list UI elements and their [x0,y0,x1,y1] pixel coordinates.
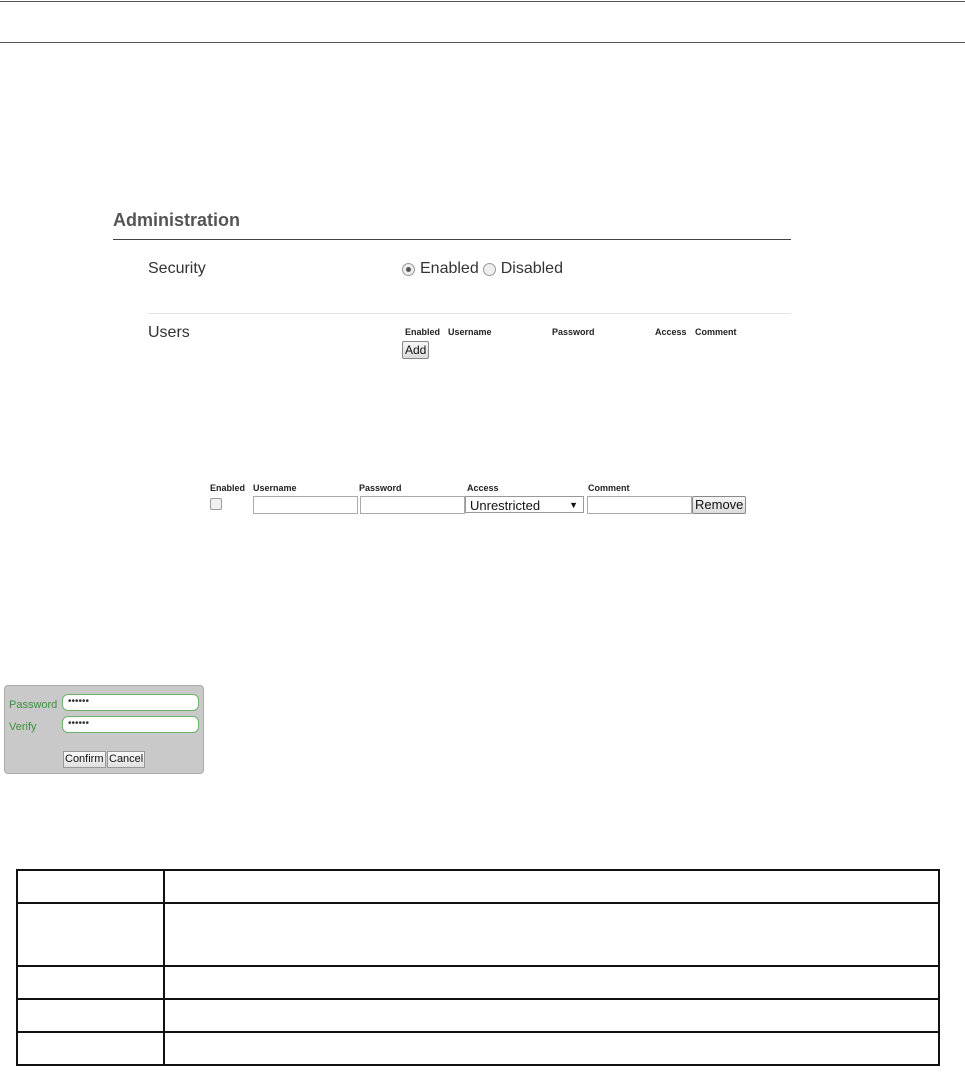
table-row [17,966,939,999]
username-input[interactable] [253,496,358,514]
users-column-access: Access [655,327,687,337]
access-select[interactable] [465,496,584,513]
table-row [17,1032,939,1065]
table-cell [17,999,164,1032]
table-row [17,999,939,1032]
users-column-password: Password [552,327,595,337]
administration-heading: Administration [113,210,241,230]
row-column-enabled: Enabled [210,483,246,493]
dropdown-arrow-icon: ▼ [569,500,578,510]
comment-input[interactable] [587,496,692,514]
table-cell [164,966,939,999]
confirm-button[interactable]: Confirm [63,751,106,768]
security-enabled-radio[interactable] [402,263,415,276]
security-enabled-label: Enabled [420,260,479,277]
table-cell [164,999,939,1032]
header-rule [0,42,965,43]
table-cell [164,903,939,966]
users-column-enabled: Enabled [405,327,441,337]
remove-user-button[interactable]: Remove [692,496,746,514]
verify-field[interactable]: •••••• [62,716,199,733]
top-rule [0,1,965,2]
security-label: Security [148,260,206,277]
row-column-comment: Comment [588,483,630,493]
password-label: Password [9,699,58,711]
security-disabled-radio[interactable] [483,263,496,276]
cancel-button[interactable]: Cancel [107,751,145,768]
table-cell [164,1032,939,1065]
table-row [17,870,939,903]
table-cell [17,966,164,999]
row-column-password: Password [359,483,402,493]
password-dialog [4,685,204,774]
password-field[interactable]: •••••• [62,694,199,711]
row-column-access: Access [467,483,499,493]
table-cell [164,870,939,903]
verify-label: Verify [9,721,37,733]
table-cell [17,903,164,966]
administration-divider [113,239,791,240]
users-label: Users [148,324,190,341]
security-radio-group [402,260,567,278]
users-column-comment: Comment [695,327,737,337]
row-column-username: Username [253,483,297,493]
add-user-button[interactable]: Add [402,341,429,359]
table-cell [17,1032,164,1065]
password-input[interactable] [360,496,465,514]
access-select-value: Unrestricted [470,498,541,513]
info-table [16,869,940,1066]
user-enabled-checkbox[interactable] [210,498,222,510]
table-cell [17,870,164,903]
users-column-username: Username [448,327,492,337]
table-row [17,903,939,966]
security-disabled-label: Disabled [500,260,563,277]
row-divider [148,313,791,314]
